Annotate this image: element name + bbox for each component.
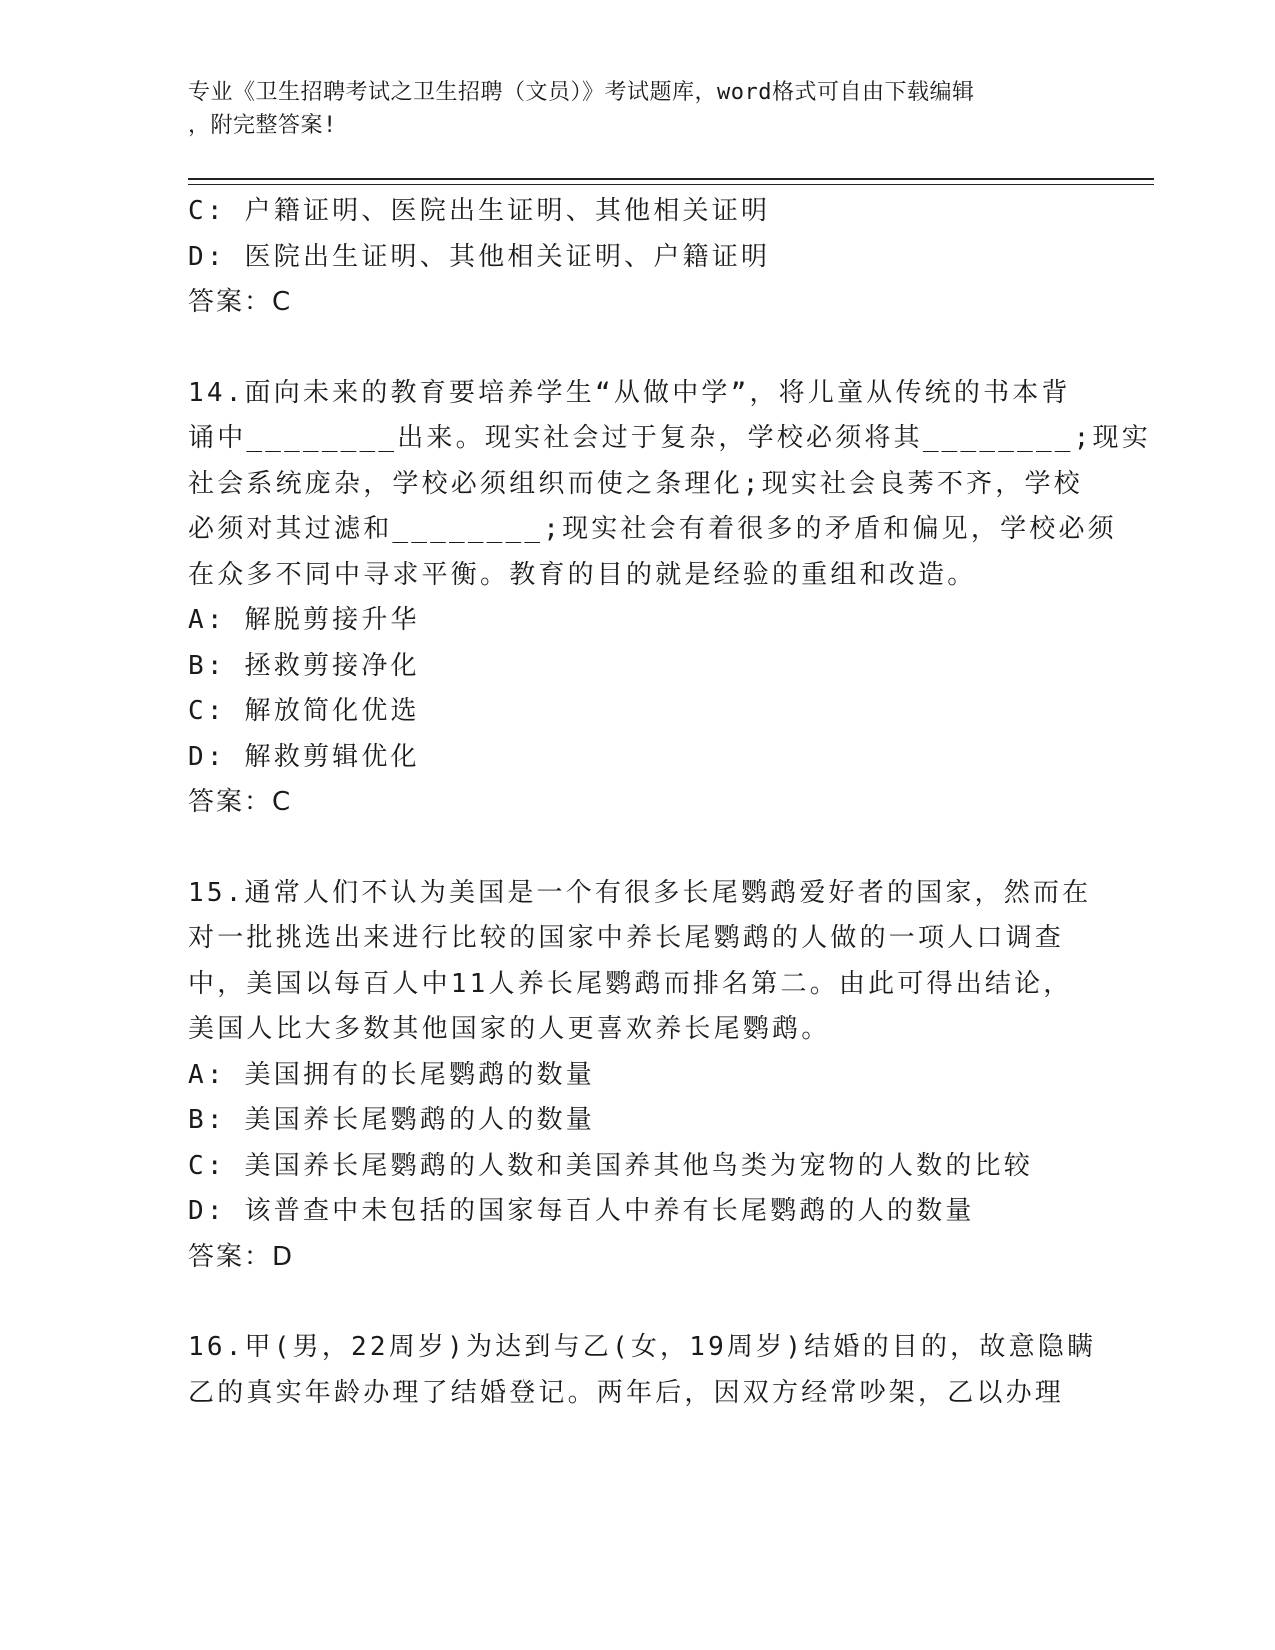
option-d: D: 解救剪辑优化 bbox=[188, 741, 420, 772]
option-d: D: 医院出生证明、其他相关证明、户籍证明 bbox=[188, 241, 771, 272]
question-14 bbox=[188, 371, 1151, 826]
spacer bbox=[188, 326, 1088, 371]
question-13-tail bbox=[188, 189, 1088, 326]
question-stem-line: 乙的真实年龄办理了结婚登记。两年后，因双方经常吵架，乙以办理 bbox=[188, 1377, 1065, 1408]
header-divider-thin bbox=[188, 184, 1154, 185]
header-line-2: ，附完整答案! bbox=[188, 113, 337, 138]
option-c: C: 解放简化优选 bbox=[188, 696, 420, 726]
header-line-1: 专业《卫生招聘考试之卫生招聘（文员）》考试题库，word格式可自由下载编辑 bbox=[188, 80, 975, 105]
question-stem-line: 14.面向未来的教育要培养学生“从做中学”，将儿童从传统的书本背 bbox=[188, 377, 1071, 408]
option-b: B: 美国养长尾鹦鹉的人的数量 bbox=[188, 1105, 595, 1135]
spacer bbox=[188, 826, 1088, 871]
question-stem-line: 对一批挑选出来进行比较的国家中养长尾鹦鹉的人做的一项人口调查 bbox=[188, 923, 1065, 953]
question-stem-line: 在众多不同中寻求平衡。教育的目的就是经验的重组和改造。 bbox=[188, 559, 977, 590]
header-divider-thick bbox=[188, 178, 1154, 180]
question-stem-line: 中，美国以每百人中11人养长尾鹦鹉而排名第二。由此可得出结论， bbox=[188, 968, 1073, 999]
question-stem-line: 15.通常人们不认为美国是一个有很多长尾鹦鹉爱好者的国家，然而在 bbox=[188, 877, 1092, 908]
question-15 bbox=[188, 871, 1092, 1281]
option-a: A: 美国拥有的长尾鹦鹉的数量 bbox=[188, 1059, 595, 1090]
option-a: A: 解脱剪接升华 bbox=[188, 605, 420, 635]
document-header bbox=[188, 76, 1068, 142]
answer-label: 答案：C bbox=[188, 787, 293, 817]
option-b: B: 拯救剪接净化 bbox=[188, 650, 420, 681]
question-stem-line: 社会系统庞杂，学校必须组织而使之条理化;现实社会良莠不齐，学校 bbox=[188, 468, 1083, 499]
question-16 bbox=[188, 1325, 1097, 1416]
question-stem-line: 诵中________出来。现实社会过于复杂，学校必须将其________;现实 bbox=[188, 423, 1151, 453]
answer-label: 答案：D bbox=[188, 1241, 295, 1272]
option-c: C: 美国养长尾鹦鹉的人数和美国养其他鸟类为宠物的人数的比较 bbox=[188, 1150, 1033, 1181]
answer-label: 答案：C bbox=[188, 287, 293, 317]
document-body bbox=[188, 189, 1151, 1416]
spacer bbox=[188, 1280, 1088, 1325]
question-stem-line: 16.甲(男，22周岁)为达到与乙(女，19周岁)结婚的目的，故意隐瞒 bbox=[188, 1332, 1097, 1362]
question-stem-line: 美国人比大多数其他国家的人更喜欢养长尾鹦鹉。 bbox=[188, 1014, 831, 1044]
option-d: D: 该普查中未包括的国家每百人中养有长尾鹦鹉的人的数量 bbox=[188, 1196, 975, 1226]
option-c: C: 户籍证明、医院出生证明、其他相关证明 bbox=[188, 196, 771, 226]
question-stem-line: 必须对其过滤和________;现实社会有着很多的矛盾和偏见，学校必须 bbox=[188, 514, 1117, 544]
